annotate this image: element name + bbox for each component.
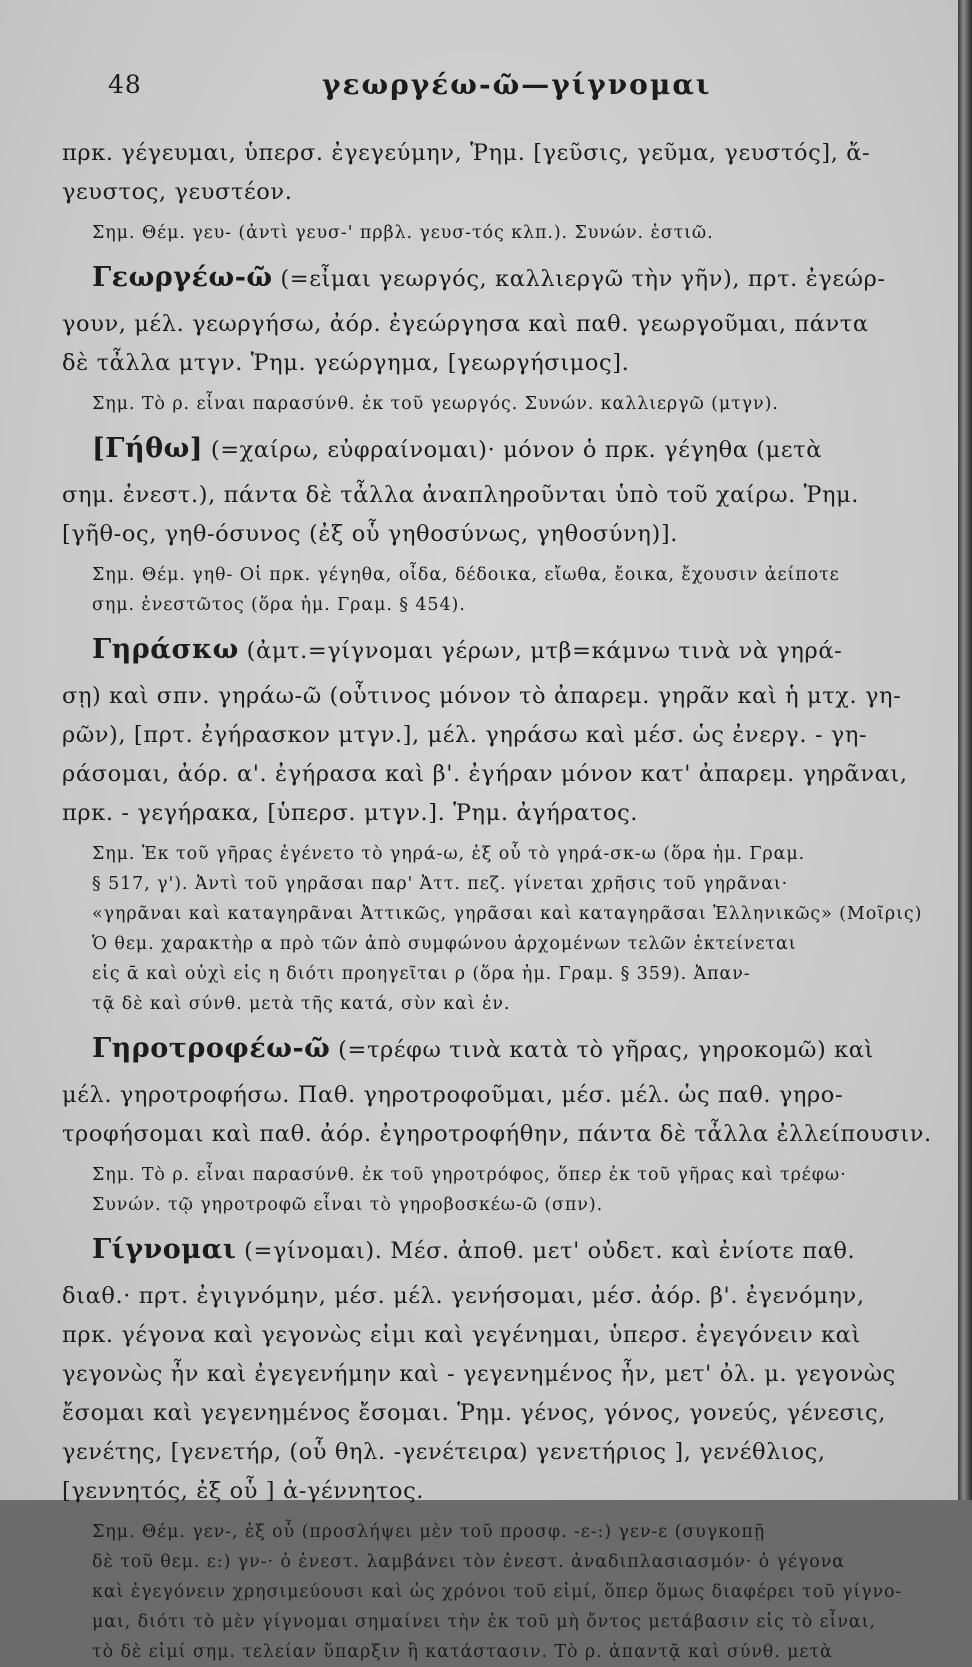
- note-line: Ὁ θεμ. χαρακτὴρ α πρὸ τῶν ἀπὸ συμφώνου ἀρχομένων τελῶν ἐκτείνεται: [92, 934, 797, 954]
- note-line: δὲ τοῦ θεμ. ε:) γν-· ὁ ἐνεστ. λαμβάνει τὸν ἐνεστ. ἀναδιπλασιασμόν· ὁ γέγονα: [92, 1552, 845, 1572]
- headword-gloss: (=τρέφω τινὰ κατὰ τὸ γῆρας, γηροκομῶ) καὶ: [330, 1037, 874, 1063]
- running-head: γεωργέω-ῶ—γίγνομαι: [322, 68, 712, 101]
- text-line: πρκ. - γεγήρακα, [ὑπερσ. μτγν.]. Ῥημ. ἀγήρατος.: [62, 800, 639, 826]
- headword-gloss: (=γίνομαι). Μέσ. ἀποθ. μετ' οὐδετ. καὶ ἐνίοτε παθ.: [236, 1238, 856, 1264]
- entry-githo-body: [62, 476, 880, 554]
- headword: Γίγνομαι: [92, 1234, 237, 1265]
- entry-note: [62, 839, 923, 1019]
- note-line: Σημ. Θέμ. γηθ- Οἱ πρκ. γέγηθα, οἶδα, δέδοικα, εἴωθα, ἔοικα, ἔχουσιν ἀείποτε: [92, 565, 840, 585]
- entry-note: [62, 560, 880, 620]
- text-line: μέλ. γηροτροφήσω. Παθ. γηροτροφοῦμαι, μέσ. μέλ. ὡς παθ. γηρο-: [62, 1082, 844, 1108]
- headword-gloss: (ἀμτ.=γίγνομαι γέρων, μτβ=κάμνω τινὰ νὰ γηρά-: [238, 638, 843, 664]
- note-line: σημ. ἐνεστῶτος (ὅρα ἡμ. Γραμ. § 454).: [92, 595, 466, 615]
- text-line: τροφήσομαι καὶ παθ. ἀόρ. ἐγηροτροφήθην, πάντα δὲ τἆλλα ἐλλείπουσιν.: [62, 1121, 932, 1147]
- note-line: μαι, διότι τὸ μὲν γίγνομαι σημαίνει τὴν ἐκ τοῦ μὴ ὄντος μετάβασιν εἰς τὸ εἶναι,: [92, 1612, 876, 1632]
- text-line: δὲ τἆλλα μτγν. Ῥημ. γεώργημα, [γεωργήσιμος].: [62, 350, 630, 376]
- note-line: «γηρᾶναι καὶ καταγηρᾶναι Ἀττικῶς, γηρᾶσαι καὶ καταγηρᾶσαι Ἑλληνικῶς» (Μοῖρις): [92, 904, 923, 924]
- headword: Γηροτροφέω-ῶ: [92, 1033, 331, 1064]
- note-line: Σημ. Θέμ. γευ- (ἀντὶ γευσ-' πρβλ. γευσ-τός κλπ.). Συνών. ἑστιῶ.: [92, 223, 714, 243]
- headword: [Γήθω]: [92, 433, 204, 464]
- text-line: [92, 1230, 880, 1271]
- note-line: τὸ δὲ εἰμί σημ. τελείαν ὕπαρξιν ἢ κατάστασιν. Τὸ ρ. ἀπαντᾷ καὶ σύνθ. μετὰ: [92, 1642, 833, 1662]
- note-line: Σημ. Ἐκ τοῦ γῆρας ἐγένετο τὸ γηρά-ω, ἐξ οὗ τὸ γηρά-σκ-ω (ὅρα ἡμ. Γραμ.: [92, 844, 806, 864]
- entry-continuation: [62, 134, 880, 212]
- text-line: διαθ.· πρτ. ἐγιγνόμην, μέσ. μέλ. γενήσομαι, μέσ. ἀόρ. β'. ἐγενόμην,: [62, 1283, 865, 1309]
- note-line: Συνών. τῷ γηροτροφῶ εἶναι τὸ γηροβοσκέω-ῶ (σπν).: [92, 1195, 604, 1215]
- note-line: § 517, γ'). Ἀντὶ τοῦ γηρᾶσαι παρ' Ἀττ. πεζ. γίνεται χρῆσις τοῦ γηρᾶναι·: [92, 874, 789, 894]
- note-line: καὶ ἐγεγόνειν χρησιμεύουσι καὶ ὡς χρόνοι τοῦ εἰμί, ὅπερ ὅμως διαφέρει τοῦ γίγνο-: [92, 1582, 903, 1602]
- text-line: [γῆθ-ος, γηθ-όσυνος (ἐξ οὗ γηθοσύνως, γηθοσύνη)].: [62, 521, 679, 547]
- entry-note: [62, 1517, 903, 1667]
- note-line: τᾷ δὲ καὶ σύνθ. μετὰ τῆς κατά, σὺν καὶ ἐν.: [92, 994, 511, 1014]
- note-line: Σημ. Θέμ. γεν-, ἐξ οὗ (προσλήψει μὲν τοῦ προσφ. -ε-:) γεν-ε (συγκοπῇ: [92, 1522, 766, 1542]
- entry-note: [62, 389, 880, 419]
- text-line: πρκ. γέγευμαι, ὑπερσ. ἐγεγεύμην, Ῥημ. [γεῦσις, γεῦμα, γευστός], ἄ-: [62, 140, 871, 166]
- note-line: εἰς ᾱ καὶ οὐχὶ εἰς η διότι προηγεῖται ρ (ὅρα ἡμ. Γραμ. § 359). Ἀπαν-: [92, 964, 751, 984]
- page-edge-shadow: [958, 0, 972, 1500]
- text-line: σημ. ἐνεστ.), πάντα δὲ τἆλλα ἀναπληροῦνται ὑπὸ τοῦ χαίρω. Ῥημ.: [62, 482, 860, 508]
- text-line: γενέτης, [γενετήρ, (οὗ θηλ. -γενέτειρα) γενετήριος ], γενέθλιος,: [62, 1439, 826, 1465]
- entry-gignomai-body: [62, 1277, 896, 1511]
- entry-georgeo: [62, 258, 886, 299]
- text-line: [92, 429, 880, 470]
- text-line: ράσομαι, ἀόρ. α'. ἐγήρασα καὶ β'. ἐγήραν μόνον κατ' ἀπαρεμ. γηρᾶναι,: [62, 761, 908, 787]
- entry-georgeo-body: [62, 305, 880, 383]
- entry-githo: [62, 429, 880, 470]
- text-line: [92, 258, 886, 299]
- entry-note: [62, 218, 880, 248]
- entry-geraskō: [62, 630, 880, 671]
- headword-gloss: (=χαίρω, εὐφραίνομαι)· μόνον ὁ πρκ. γέγηθα (μετὰ: [203, 437, 822, 463]
- text-line: ἔσομαι καὶ γεγενημένος ἔσομαι. Ῥημ. γένος, γόνος, γονεύς, γένεσις,: [62, 1400, 886, 1426]
- text-line: σῃ) καὶ σπν. γηράω-ῶ (οὗτινος μόνον τὸ ἀπαρεμ. γηρᾶν καὶ ἡ μτχ. γη-: [62, 683, 902, 709]
- entry-gerotropheo: [62, 1029, 880, 1070]
- headword: Γεωργέω-ῶ: [92, 262, 273, 293]
- note-line: Σημ. Τὸ ρ. εἶναι παρασύνθ. ἐκ τοῦ γηροτρόφος, ὅπερ ἐκ τοῦ γῆρας καὶ τρέφω·: [92, 1165, 847, 1185]
- entry-gignomai: [62, 1230, 880, 1271]
- text-line: [92, 630, 880, 671]
- page-header: [62, 62, 880, 112]
- text-line: γευστος, γευστέον.: [62, 179, 293, 205]
- text-line: [γεννητός, ἐξ οὗ ] ἀ-γέννητος.: [62, 1478, 425, 1504]
- note-line: Σημ. Τὸ ρ. εἶναι παρασύνθ. ἐκ τοῦ γεωργός. Συνών. καλλιεργῶ (μτγν).: [92, 394, 779, 414]
- entry-geraskō-body: [62, 677, 908, 833]
- entry-note: [62, 1160, 880, 1220]
- text-line: ρῶν), [πρτ. ἐγήρασκον μτγν.], μέλ. γηράσω καὶ μέσ. ὡς ἐνεργ. - γη-: [62, 722, 868, 748]
- page-number: 48: [108, 70, 142, 99]
- text-line: πρκ. γέγονα καὶ γεγονὼς εἰμι καὶ γεγένημαι, ὑπερσ. ἐγεγόνειν καὶ: [62, 1322, 861, 1348]
- text-line: γεγονὼς ἦν καὶ ἐγεγενήμην καὶ - γεγενημένος ἦν, μετ' ὀλ. μ. γεγονὼς: [62, 1361, 896, 1387]
- headword: Γηράσκω: [92, 634, 239, 665]
- text-line: [92, 1029, 880, 1070]
- entry-gerotropheo-body: [62, 1076, 932, 1154]
- headword-gloss: (=εἶμαι γεωργός, καλλιεργῶ τὴν γῆν), πρτ. ἐγεώρ-: [272, 266, 886, 292]
- text-line: γουν, μέλ. γεωργήσω, ἀόρ. ἐγεώργησα καὶ παθ. γεωργοῦμαι, πάντα: [62, 311, 869, 337]
